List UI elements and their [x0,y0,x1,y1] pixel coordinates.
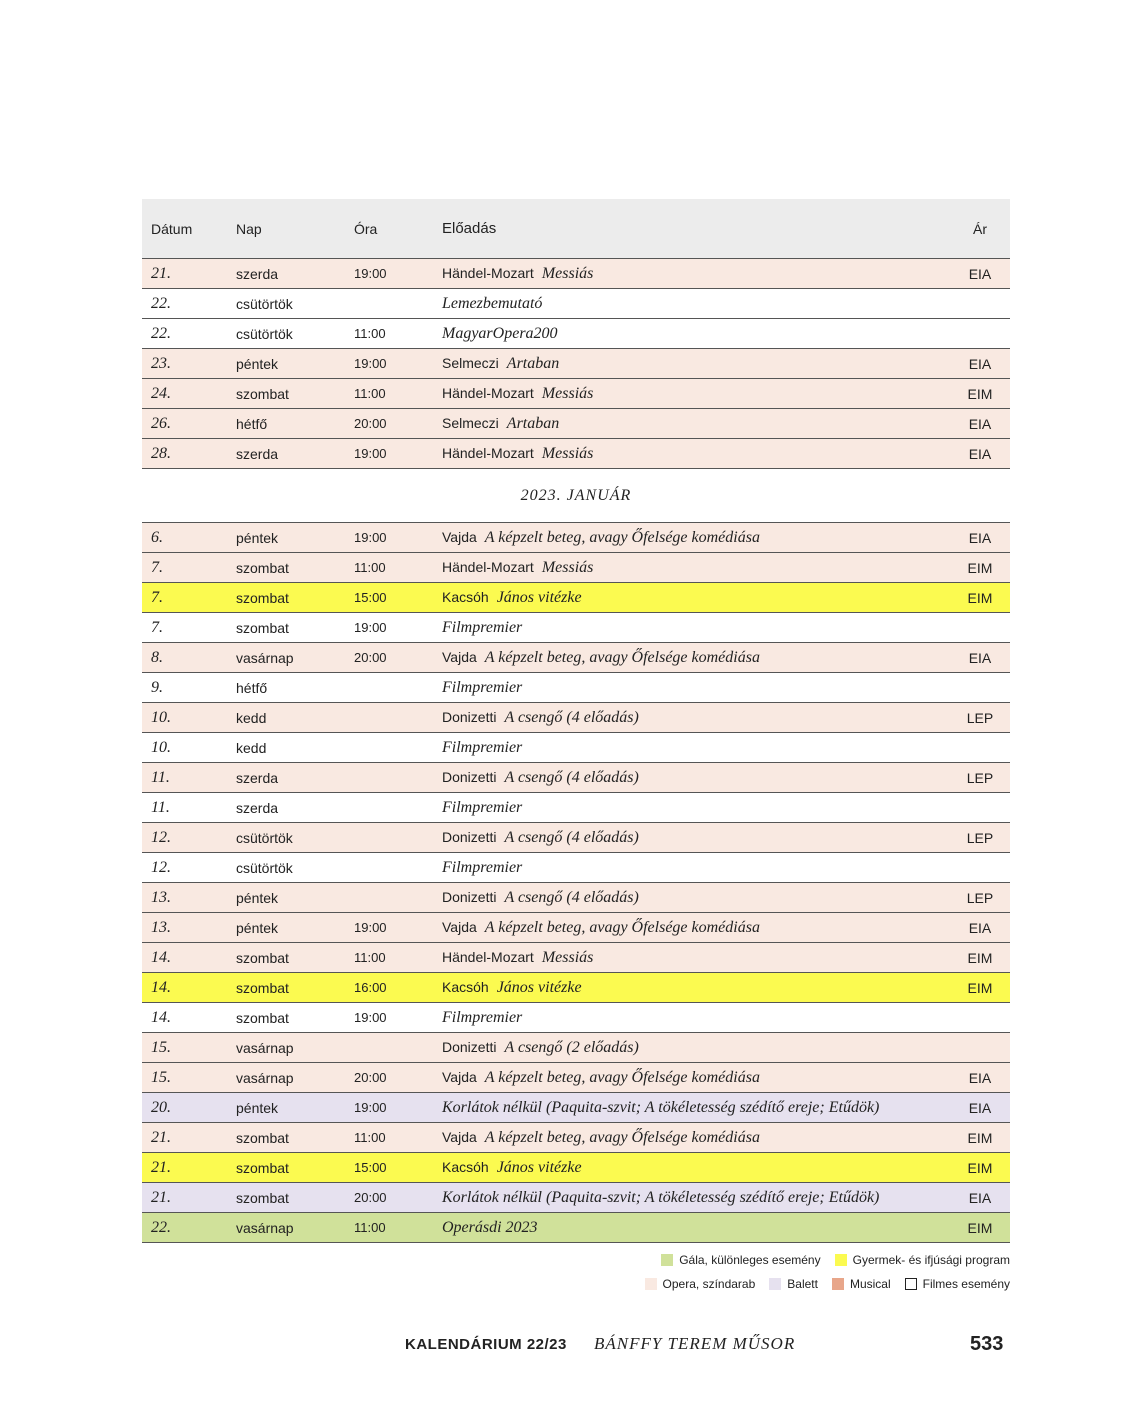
row-work: Korlátok nélkül (Paquita-szvit; A tökéletesség szédítő ereje; Etűdök) [442,1188,880,1206]
row-price: LEP [966,889,994,906]
row-composer: Donizetti [442,708,497,725]
header-date: Dátum [151,220,193,237]
row-date: 22. [151,324,171,342]
row-composer: Händel-Mozart [442,444,534,461]
row-time: 20:00 [354,650,387,665]
row-performance [442,1099,950,1117]
row-price: EIA [968,1069,992,1086]
table-row [142,1183,1010,1213]
row-price: EIM [967,949,993,966]
row-performance [442,1189,950,1207]
row-performance [442,1159,950,1177]
row-composer: Vajda [442,528,477,545]
row-performance [442,919,950,937]
header-time: Óra [354,220,378,237]
row-price: EIM [967,559,993,576]
row-performance [442,859,950,877]
row-day: vasárnap [236,1069,294,1086]
row-date: 23. [151,354,171,372]
row-day: péntek [236,355,279,372]
row-date: 13. [151,918,171,936]
table-row [142,793,1010,823]
row-day: péntek [236,889,279,906]
table-row [142,1153,1010,1183]
row-time: 19:00 [354,446,387,461]
row-date: 22. [151,294,171,312]
row-performance [442,529,950,547]
row-day: csütörtök [236,859,293,876]
legend-swatch [769,1278,781,1290]
row-performance [442,979,950,997]
legend-label: Filmes esemény [922,1277,1010,1291]
row-date: 14. [151,978,171,996]
header-performance: Előadás [442,220,497,237]
table-row [142,439,1010,469]
row-performance [442,1069,950,1087]
table-row [142,943,1010,973]
legend-item [645,1277,756,1291]
row-date: 12. [151,858,171,876]
row-day: csütörtök [236,829,293,846]
table-row [142,763,1010,793]
row-date: 7. [151,588,163,606]
row-price: LEP [966,769,994,786]
row-date: 20. [151,1098,171,1116]
row-time: 19:00 [354,356,387,371]
header-day: Nap [236,220,262,237]
row-composer: Kacsóh [442,1158,489,1175]
row-day: szombat [236,559,289,576]
row-work: Artaban [506,354,560,372]
table-row [142,1003,1010,1033]
row-work: A képzelt beteg, avagy Őfelsége komédiása [484,1128,760,1146]
row-day: kedd [236,709,267,726]
row-day: szerda [236,799,279,816]
row-price: EIM [967,1129,993,1146]
row-work: Filmpremier [442,798,523,816]
row-work: A csengő (2 előadás) [504,1038,639,1056]
row-day: szombat [236,1129,289,1146]
row-day: kedd [236,739,267,756]
row-time: 16:00 [354,980,387,995]
row-time: 11:00 [354,1130,386,1145]
table-row [142,379,1010,409]
row-work: Filmpremier [442,618,523,636]
row-work: A képzelt beteg, avagy Őfelsége komédiása [484,1068,760,1086]
table-row [142,853,1010,883]
row-time: 19:00 [354,920,387,935]
table-row [142,583,1010,613]
row-performance [442,445,950,463]
row-time: 19:00 [354,266,387,281]
row-price: EIA [968,1099,992,1116]
publication-title: KALENDÁRIUM 22/23 [405,1336,567,1353]
row-performance [442,559,950,577]
legend-line-2 [631,1277,1010,1291]
row-performance [442,799,950,817]
row-composer: Händel-Mozart [442,948,534,965]
row-time: 20:00 [354,1190,387,1205]
legend-swatch [835,1254,847,1266]
legend-item [835,1253,1010,1267]
row-price: EIA [968,919,992,936]
month-heading: 2023. JANUÁR [142,469,1010,523]
row-day: szombat [236,1189,289,1206]
row-performance [442,589,950,607]
table-row [142,523,1010,553]
row-time: 19:00 [354,530,387,545]
row-price: EIA [968,415,992,432]
row-date: 9. [151,678,163,696]
row-date: 22. [151,1218,171,1236]
row-price: EIM [967,979,993,996]
row-date: 15. [151,1068,171,1086]
legend-label: Opera, színdarab [662,1277,756,1291]
legend-swatch [661,1254,673,1266]
row-work: Filmpremier [442,678,523,696]
row-time: 20:00 [354,416,387,431]
row-price: EIM [967,589,993,606]
legend-item [905,1277,1010,1291]
row-composer: Donizetti [442,768,497,785]
row-date: 21. [151,1158,171,1176]
row-work: Lemezbemutató [442,294,543,312]
row-date: 14. [151,1008,171,1026]
row-performance [442,769,950,787]
legend-label: Gála, különleges esemény [679,1253,821,1267]
table-row [142,613,1010,643]
row-day: szombat [236,619,289,636]
row-work: A csengő (4 előadás) [504,888,639,906]
row-time: 11:00 [354,950,386,965]
row-work: Messiás [541,264,594,282]
row-time: 11:00 [354,560,386,575]
row-work: A csengő (4 előadás) [504,768,639,786]
table-row [142,733,1010,763]
row-day: csütörtök [236,295,293,312]
row-time: 11:00 [354,386,386,401]
row-performance [442,1009,950,1027]
legend-label: Balett [787,1277,818,1291]
page-footer [0,1330,1123,1360]
row-price: LEP [966,829,994,846]
table-row [142,319,1010,349]
row-time: 11:00 [354,1220,386,1235]
row-performance [442,265,950,283]
row-performance [442,385,950,403]
row-day: szerda [236,265,279,282]
table-row [142,1033,1010,1063]
row-composer: Händel-Mozart [442,384,534,401]
row-performance [442,1219,950,1237]
row-performance [442,295,950,313]
table-row [142,1213,1010,1243]
table-row [142,1123,1010,1153]
row-work: A csengő (4 előadás) [504,828,639,846]
row-work: János vitézke [496,978,582,996]
december-rows [142,259,1010,469]
row-work: Messiás [541,384,594,402]
row-date: 10. [151,738,171,756]
row-day: szombat [236,1009,289,1026]
row-price: EIM [967,1219,993,1236]
table-row [142,1093,1010,1123]
row-price: EIM [967,1159,993,1176]
row-date: 7. [151,618,163,636]
row-work: Filmpremier [442,738,523,756]
row-work: János vitézke [496,588,582,606]
row-work: A képzelt beteg, avagy Őfelsége komédiása [484,528,760,546]
row-date: 10. [151,708,171,726]
row-time: 11:00 [354,326,386,341]
legend-line-1 [647,1253,1010,1267]
table-row [142,259,1010,289]
row-price: EIA [968,445,992,462]
legend-swatch [905,1278,917,1290]
row-composer: Selmeczi [442,414,499,431]
row-date: 8. [151,648,163,666]
table-row [142,409,1010,439]
legend-item [769,1277,818,1291]
legend-item [661,1253,820,1267]
row-work: A képzelt beteg, avagy Őfelsége komédiása [484,918,760,936]
row-work: Filmpremier [442,1008,523,1026]
row-composer: Donizetti [442,828,497,845]
row-date: 6. [151,528,163,546]
row-composer: Händel-Mozart [442,264,534,281]
legend-label: Musical [849,1277,891,1291]
row-composer: Vajda [442,1068,477,1085]
row-performance [442,415,950,433]
row-performance [442,649,950,667]
row-time: 15:00 [354,590,387,605]
table-row [142,823,1010,853]
row-price: EIA [968,1189,992,1206]
section-title: BÁNFFY TEREM MŰSOR [594,1334,796,1353]
row-day: vasárnap [236,649,294,666]
row-day: szerda [236,769,279,786]
row-performance [442,1129,950,1147]
row-time: 19:00 [354,620,387,635]
table-row [142,643,1010,673]
row-date: 11. [151,798,170,816]
row-day: szombat [236,1159,289,1176]
table-header [142,199,1010,259]
table-row [142,883,1010,913]
row-performance [442,679,950,697]
row-date: 13. [151,888,171,906]
row-composer: Vajda [442,918,477,935]
row-composer: Vajda [442,1128,477,1145]
row-day: szombat [236,385,289,402]
row-date: 12. [151,828,171,846]
row-work: Filmpremier [442,858,523,876]
row-work: Messiás [541,444,594,462]
header-price: Ár [973,220,987,237]
row-work: MagyarOpera200 [442,324,558,342]
row-date: 11. [151,768,170,786]
row-time: 19:00 [354,1100,387,1115]
row-performance [442,709,950,727]
legend-label: Gyermek- és ifjúsági program [852,1253,1010,1267]
row-date: 28. [151,444,171,462]
legend-item [832,1277,891,1291]
row-composer: Donizetti [442,1038,497,1055]
row-work: A képzelt beteg, avagy Őfelsége komédiása [484,648,760,666]
table-row [142,553,1010,583]
table-row [142,973,1010,1003]
row-date: 15. [151,1038,171,1056]
legend-swatch [832,1278,844,1290]
program-table [142,199,1010,1243]
legend-swatch [645,1278,657,1290]
row-date: 26. [151,414,171,432]
row-work: János vitézke [496,1158,582,1176]
row-price: EIA [968,355,992,372]
row-work: Korlátok nélkül (Paquita-szvit; A tökéletesség szédítő ereje; Etűdök) [442,1098,880,1116]
table-row [142,1063,1010,1093]
row-date: 21. [151,1128,171,1146]
row-work: A csengő (4 előadás) [504,708,639,726]
row-composer: Händel-Mozart [442,558,534,575]
row-time: 15:00 [354,1160,387,1175]
table-row [142,703,1010,733]
row-day: vasárnap [236,1219,294,1236]
row-day: szombat [236,979,289,996]
row-performance [442,619,950,637]
page-number: 533 [970,1333,1004,1355]
row-date: 21. [151,1188,171,1206]
row-performance [442,739,950,757]
row-day: hétfő [236,415,268,432]
row-day: péntek [236,1099,279,1116]
table-row [142,289,1010,319]
row-performance [442,829,950,847]
row-work: Messiás [541,948,594,966]
row-work: Messiás [541,558,594,576]
row-day: vasárnap [236,1039,294,1056]
row-performance [442,949,950,967]
row-date: 14. [151,948,171,966]
row-price: LEP [966,709,994,726]
row-performance [442,1039,950,1057]
table-row [142,913,1010,943]
row-performance [442,325,950,343]
row-time: 20:00 [354,1070,387,1085]
row-work: Operásdi 2023 [442,1218,538,1236]
row-day: péntek [236,919,279,936]
row-composer: Kacsóh [442,978,489,995]
row-performance [442,355,950,373]
row-price: EIA [968,265,992,282]
row-composer: Donizetti [442,888,497,905]
row-date: 24. [151,384,171,402]
row-day: csütörtök [236,325,293,342]
row-price: EIA [968,649,992,666]
row-time: 19:00 [354,1010,387,1025]
row-price: EIA [968,529,992,546]
row-composer: Vajda [442,648,477,665]
row-day: szerda [236,445,279,462]
january-rows [142,523,1010,1243]
row-day: szombat [236,589,289,606]
row-price: EIM [967,385,993,402]
row-composer: Selmeczi [442,354,499,371]
row-day: hétfő [236,679,268,696]
row-work: Artaban [506,414,560,432]
row-composer: Kacsóh [442,588,489,605]
row-date: 21. [151,264,171,282]
table-row [142,349,1010,379]
row-day: péntek [236,529,279,546]
row-day: szombat [236,949,289,966]
row-date: 7. [151,558,163,576]
table-row [142,673,1010,703]
row-performance [442,889,950,907]
